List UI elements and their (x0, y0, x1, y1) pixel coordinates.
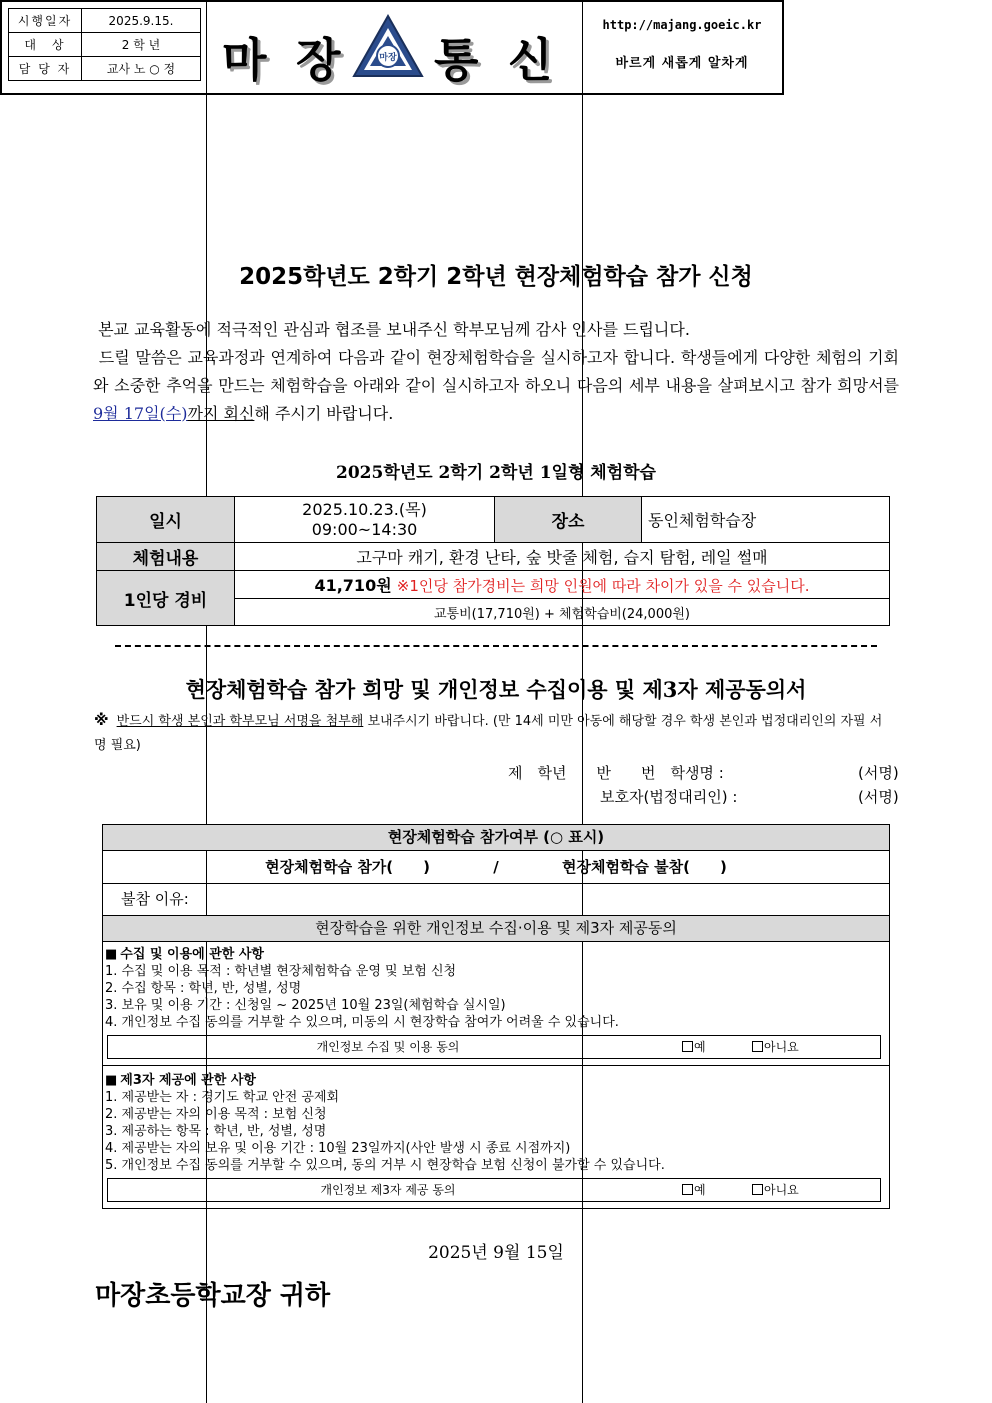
collection-no-checkbox[interactable] (752, 1036, 799, 1058)
list-item: 1. 수집 및 이용 목적 : 학년별 현장체험학습 운영 및 보험 신청 (105, 964, 457, 979)
third-party-yes-checkbox[interactable] (682, 1179, 706, 1201)
issue-meta-table (8, 8, 201, 81)
collection-yes-checkbox[interactable] (682, 1036, 706, 1058)
note-mark: ※ (94, 711, 109, 729)
participation-header: 현장체험학습 참가여부 (○ 표시) (103, 825, 889, 851)
page-title: 2025학년도 2학기 2학년 현장체험학습 참가 신청 (239, 264, 753, 290)
school-url[interactable]: http://majang.goeic.kr (602, 18, 762, 32)
meta-value: 2 학 년 (82, 33, 201, 57)
signature-mark: (서명) (858, 764, 899, 782)
guardian-signature-label: 보호자(법정대리인) : (600, 788, 738, 806)
event-cost (235, 571, 890, 599)
place-label: 장소 (495, 497, 642, 543)
intro-paragraph-2 (93, 344, 899, 428)
meta-value: 교사 노 ○ 정 (82, 57, 201, 81)
signature-note (94, 708, 894, 758)
participation-choice-row (103, 851, 889, 884)
checkbox-icon (752, 1041, 763, 1052)
bullet-icon: ■ (105, 947, 118, 962)
intro-text: 드릴 말씀은 교육과정과 연계하여 다음과 같이 현장체험학습을 실시하고자 합니다. 학생들에게 다양한 체험의 기회와 소중한 추억을 만드는 체험학습을 아래와 같이 실시하고자 하오니 다음의 세부 내용을 살펴보시고 참가 희망서를 (93, 348, 899, 395)
absence-reason-field[interactable]: 불참 이유: (103, 884, 889, 916)
reply-text: 까지 회신 (187, 404, 255, 423)
note-text: 보내주시기 바랍니다. (만 14세 미만 아동에 해당할 경우 학생 본인과 법정대리인의 자필 서명 필요) (94, 714, 883, 753)
meta-key: 담 당 자 (9, 57, 82, 81)
cost-label: 1인당 경비 (97, 571, 235, 626)
masthead-char: 통 (434, 33, 479, 87)
masthead-char: 장 (296, 33, 341, 87)
reply-deadline: 9월 17일(수) (93, 404, 188, 423)
school-emblem-icon (352, 14, 424, 80)
bullet-icon: ■ (105, 1073, 118, 1088)
meta-value: 2025.9.15. (82, 9, 201, 33)
checkbox-icon (752, 1184, 763, 1195)
list-item: 3. 제공하는 항목 : 학년, 반, 성별, 성명 (105, 1124, 327, 1139)
no-label: 아니요 (764, 1183, 799, 1197)
collection-consent-row (107, 1035, 881, 1059)
consent-title: 현장체험학습 참가 희망 및 개인정보 수집이용 및 제3자 제공동의서 (185, 677, 807, 702)
third-party-consent-row (107, 1178, 881, 1202)
student-signature-label: 제 학년 반 번 학생명 : (508, 764, 724, 782)
list-item: 4. 개인정보 수집 동의를 거부할 수 있으며, 미동의 시 현장학습 참여가 어려울 수 있습니다. (105, 1015, 619, 1030)
intro-text: 해 주시기 바랍니다. (254, 404, 394, 423)
masthead-char: 마 (222, 33, 267, 87)
event-subtitle: 2025학년도 2학기 2학년 1일형 체험학습 (336, 463, 656, 483)
cut-line (115, 645, 877, 647)
meta-key: 시행일자 (9, 9, 82, 33)
list-item: 1. 제공받는 자 : 경기도 학교 안전 공제회 (105, 1090, 340, 1105)
third-party-no-checkbox[interactable] (752, 1179, 799, 1201)
issue-date: 2025년 9월 15일 (428, 1243, 564, 1263)
list-item: 2. 수집 항목 : 학년, 반, 성별, 성명 (105, 981, 302, 996)
event-date-day: 2025.10.23.(목) (302, 499, 427, 519)
option-separator: / (493, 858, 499, 876)
note-emphasis: 반드시 학생 본인과 학부모님 서명을 첨부해 (116, 714, 364, 729)
date-label: 일시 (97, 497, 235, 543)
no-label: 아니요 (764, 1040, 799, 1054)
school-motto: 바르게 새롭게 알차게 (615, 56, 749, 71)
event-place: 동인체험학습장 (642, 497, 890, 543)
signature-mark: (서명) (858, 788, 899, 806)
masthead-title (216, 14, 576, 87)
yes-label: 예 (694, 1183, 706, 1197)
event-date (235, 497, 495, 543)
collection-section (103, 942, 889, 1066)
yes-label: 예 (694, 1040, 706, 1054)
checkbox-icon (682, 1041, 693, 1052)
consent-label: 개인정보 수집 및 이용 동의 (316, 1040, 460, 1054)
attend-option[interactable]: 현장체험학습 참가( ) (265, 858, 431, 876)
section-title: 제3자 제공에 관한 사항 (120, 1073, 256, 1088)
intro-text: 본교 교육활동에 적극적인 관심과 협조를 보내주신 학부모님께 감사 인사를 드립니다. (98, 320, 690, 339)
third-party-section (103, 1066, 889, 1202)
cost-note: ※1인당 참가경비는 희망 인원에 따라 차이가 있을 수 있습니다. (396, 577, 810, 595)
event-content: 고구마 캐기, 환경 난타, 숲 밧줄 체험, 습지 탐험, 레일 썰매 (235, 543, 890, 571)
list-item: 2. 제공받는 자의 이용 목적 : 보험 신청 (105, 1107, 327, 1122)
section-title: 수집 및 이용에 관한 사항 (120, 947, 264, 962)
event-date-time: 09:00~14:30 (311, 519, 418, 539)
list-item: 5. 개인정보 수집 동의를 거부할 수 있으며, 동의 거부 시 현장학습 보험 신청이 불가할 수 있습니다. (105, 1158, 665, 1173)
checkbox-icon (682, 1184, 693, 1195)
emblem-text: 마장 (379, 53, 397, 63)
intro-paragraph-1 (93, 316, 899, 344)
list-item: 3. 보유 및 이용 기간 : 신청일 ~ 2025년 10월 23일(체험학습 실시일) (105, 998, 506, 1013)
list-item: 4. 제공받는 자의 보유 및 이용 기간 : 10월 23일까지(사안 발생 시 종료 시점까지) (105, 1141, 571, 1156)
content-label: 체험내용 (97, 543, 235, 571)
newsletter-header (0, 0, 784, 95)
recipient: 마장초등학교장 귀하 (95, 1281, 331, 1311)
masthead-char: 신 (508, 33, 553, 87)
meta-key: 대 상 (9, 33, 82, 57)
cost-amount: 41,710원 (314, 576, 392, 595)
consent-label: 개인정보 제3자 제공 동의 (320, 1183, 456, 1197)
cost-breakdown: 교통비(17,710원) + 체험학습비(24,000원) (235, 599, 890, 626)
privacy-header: 현장학습을 위한 개인정보 수집·이용 및 제3자 제공동의 (103, 916, 889, 942)
consent-form (102, 824, 890, 1209)
event-table (96, 496, 890, 626)
absent-option[interactable]: 현장체험학습 불참( ) (561, 858, 727, 876)
